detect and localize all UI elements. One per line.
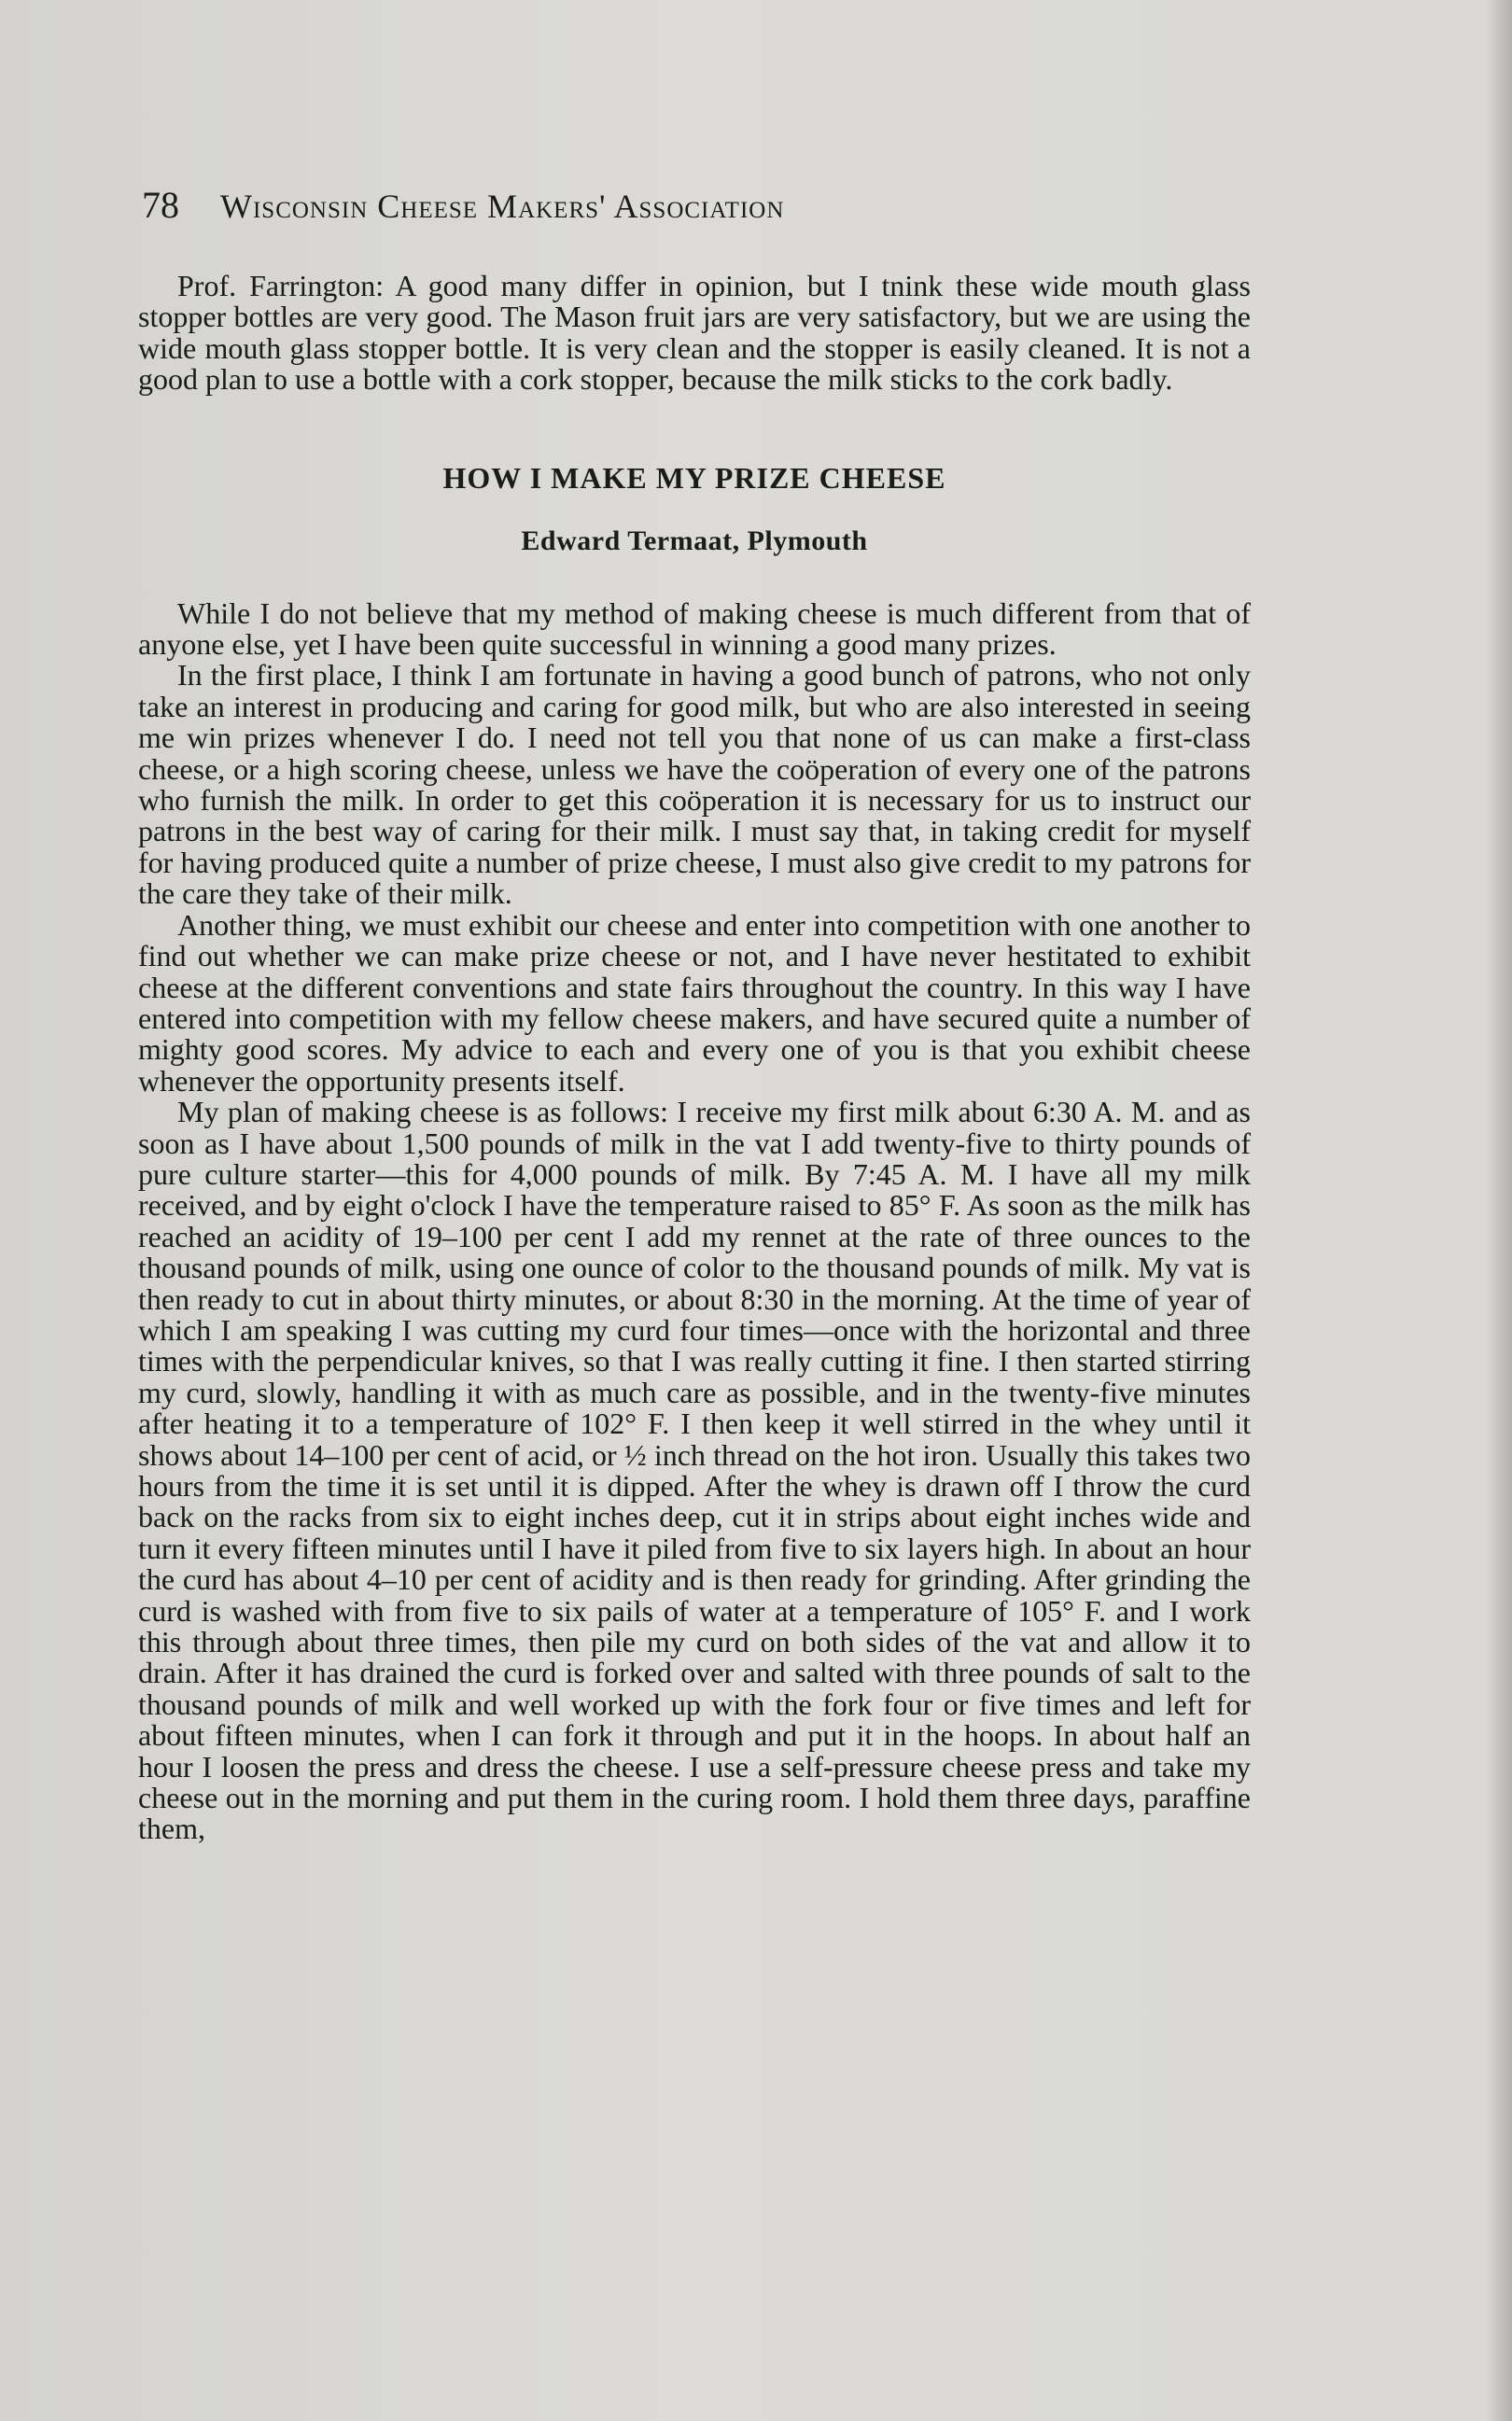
intro-paragraph: Prof. Farrington: A good many differ in opinion, but I tnink these wide mouth glass stopper bottles are very good. The Mason fruit jars are very satisfactory, but we are using the wide mouth glass stopper bottle. It is very clean and the stopper is easily cleaned. It is not a good plan to use a bottle with a cork stopper, because the milk sticks to the cork badly. xyxy=(138,269,1251,397)
section-title: HOW I MAKE MY PRIZE CHEESE xyxy=(442,460,946,495)
binding-shadow xyxy=(1486,0,1512,2421)
running-title: Wisconsin Cheese Makers' Association xyxy=(220,188,785,225)
author-byline: Edward Termaat, Plymouth xyxy=(521,525,868,556)
paragraph: My plan of making cheese is as follows: I receive my first milk about 6:30 A. M. and as soon as I have about 1,500 pounds of milk in the vat I add twenty-five to thirty pounds of pure culture starter—this for 4,000 pounds of milk. By 7:45 A. M. I have all my milk received, and by eight o'clock I have the temperature raised to 85° F. As soon as the milk has reached an acidity of 19–100 per cent I add my rennet at the rate of three ounces to the thousand pounds of milk, using one ounce of color to the thousand pounds of milk. My vat is then ready to cut in about thirty minutes, or about 8:30 in the morning. At the time of year of which I am speaking I was cutting my curd four times—once with the horizontal and three times with the perpendicular knives, so that I was really cutting it fine. I then started stirring my curd, slowly, handling it with as much care as possible, and in the twenty-five minutes after heating it to a temperature of 102° F. I then keep it well stirred in the whey until it shows about 14–100 per cent of acid, or ½ inch thread on the hot iron. Usually this takes two hours from the time it is set until it is dipped. After the whey is drawn off I throw the curd back on the racks from six to eight inches deep, cut it in strips about eight inches wide and turn it every fifteen minutes until I have it piled from five to six layers high. In about an hour the curd has about 4–10 per cent of acidity and is then ready for grinding. After grinding the curd is washed with from five to six pails of water at a temperature of 105° F. and I work this through about three times, then pile my curd on both sides of the vat and allow it to drain. After it has drained the curd is forked over and salted with three pounds of salt to the thousand pounds of milk and well worked up with the fork four or five times and left for about fifteen minutes, when I can fork it through and put it in the hoops. In about half an hour I loosen the press and dress the cheese. I use a self-pressure cheese press and take my cheese out in the morning and put them in the curing room. I hold them three days, paraffine them, xyxy=(138,1095,1251,1846)
text-column xyxy=(138,271,1251,1845)
paragraph: In the first place, I think I am fortunate in having a good bunch of patrons, who not only take an interest in producing and caring for good milk, but who are also interested in seeing me win prizes whenever I do. I need not tell you that none of us can make a first-class cheese, or a high scoring cheese, unless we have the coöperation of every one of the patrons who furnish the milk. In order to get this coöperation it is necessary for us to instruct our patrons in the best way of caring for their milk. I must say that, in taking credit for myself for having produced quite a number of prize cheese, I must also give credit to my patrons for the care they take of their milk. xyxy=(138,658,1251,911)
paragraph: Another thing, we must exhibit our cheese and enter into competition with one another to find out whether we can make prize cheese or not, and I have never hestitated to exhibit cheese at the different conventions and state fairs throughout the country. In this way I have entered into competition with my fellow cheese makers, and have secured quite a number of mighty good scores. My advice to each and every one of you is that you exhibit cheese whenever the opportunity presents itself. xyxy=(138,907,1251,1098)
paragraph: While I do not believe that my method of making cheese is much different from that of anyone else, yet I have been quite successful in winning a good many prizes. xyxy=(138,595,1251,662)
spacer xyxy=(138,557,1251,598)
page-header xyxy=(142,183,1253,239)
page-number: 78 xyxy=(142,184,179,226)
